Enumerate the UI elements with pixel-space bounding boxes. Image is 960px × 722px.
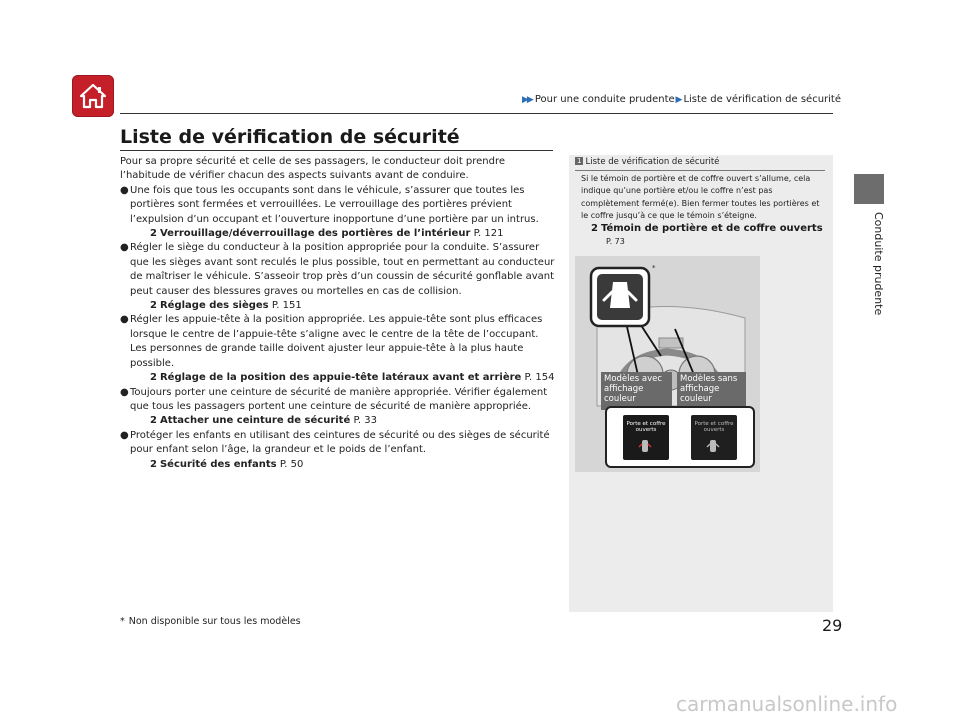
page-title: Liste de vérification de sécurité [120, 126, 460, 148]
home-button[interactable] [72, 75, 114, 117]
page-number: 29 [822, 616, 843, 635]
indicator-panel [605, 406, 755, 468]
list-item: ● Une fois que tous les occupants sont dans le véhicule, s’assurer que toutes les portières sont fermées et verrouillées. Le verrouillage des portières prévient l’expulsion d’un occupant et l’ouverture inopportune d’une portière par un intrus. [120, 184, 539, 225]
breadcrumb-item-1[interactable]: Pour une conduite prudente [534, 94, 675, 105]
bullet-icon: ● [120, 386, 129, 398]
cross-reference[interactable]: 2 Sécurité des enfants P. 50 [150, 458, 304, 470]
bullet-icon: ● [120, 314, 129, 326]
header-divider [120, 113, 833, 114]
note-flag: 1 [577, 157, 582, 165]
reference-arrow-icon: 2 [150, 300, 157, 312]
list-item: ● Régler les appuie-tête à la position appropriée. Les appuie-tête sont plus efficaces lorsque le centre de l’appuie-tête s’aligne avec le centre de la tête de l’occupant. Les personnes de grande taille doivent ajuster leur appuie-tête à la plus haute possible. [120, 314, 543, 369]
intro-text: Pour sa propre sécurité et celle de ses passagers, le conducteur doit prendre l’habitude de vérifier chacun des aspects suivants avant de conduire. [120, 156, 506, 182]
no-color-display-label: Modèles sans affichage couleur [677, 372, 746, 410]
list-item: ● Protéger les enfants en utilisant des ceintures de sécurité ou des sièges de sécurité pour enfant selon l’âge, la grandeur et le poids de l’enfant. [120, 429, 550, 456]
note-divider [575, 170, 825, 171]
breadcrumb-arrow-icon: ▶ [674, 95, 681, 105]
breadcrumb-arrow-icon: ▶▶ [522, 95, 532, 105]
note-text: Si le témoin de portière et de coffre ouvert s’allume, cela indique qu’une portière et/ou le coffre n’est pas complètement fermé(e). Bien fermer toutes les portières et le coffre jusqu’à ce que le témoin s’éteigne. [581, 174, 820, 220]
car-door-open-icon [638, 439, 652, 453]
color-display-label: Modèles avec affichage couleur [601, 372, 672, 410]
cross-reference[interactable]: 2 Réglage de la position des appuie-tête latéraux avant et arrière P. 154 [150, 372, 555, 384]
cross-reference[interactable]: 2 Attacher une ceinture de sécurité P. 33 [150, 415, 377, 427]
section-tab-label: Conduite prudente [872, 212, 885, 316]
reference-arrow-icon: 2 [150, 415, 157, 427]
bullet-icon: ● [120, 429, 129, 441]
car-door-open-icon [706, 439, 720, 453]
footnote: * Non disponible sur tous les modèles [120, 616, 301, 627]
figure-asterisk: * [652, 264, 656, 272]
dashboard-figure [575, 256, 760, 472]
cross-reference[interactable]: 2 Verrouillage/déverrouillage des portières de l’intérieur P. 121 [150, 228, 504, 240]
list-item: ● Toujours porter une ceinture de sécurité de manière appropriée. Vérifier également que tous les passagers portent une ceinture de sécurité de manière appropriée. [120, 386, 548, 412]
reference-arrow-icon: 2 [150, 458, 157, 470]
bullet-icon: ● [120, 242, 129, 254]
breadcrumb-item-2[interactable]: Liste de vérification de sécurité [683, 94, 842, 105]
watermark: carmanualsonline.info [676, 692, 898, 716]
color-indicator: Porte et coffre ouverts [623, 415, 669, 460]
list-item: ● Régler le siège du conducteur à la position appropriée pour la conduite. S’assurer que les sièges avant sont reculés le plus possible, tout en permettant au conducteur de maîtriser le véhicule. S’asseoir trop près d’un coussin de sécurité gonflable avant peut causer des blessures graves ou mortelles en cas de collision. [120, 242, 555, 297]
sidebar-cross-reference[interactable]: 2 Témoin de portière et de coffre ouverts [591, 223, 823, 234]
breadcrumb [522, 94, 841, 105]
checklist [120, 155, 557, 472]
title-divider [120, 150, 553, 151]
sidebar-ref-page: P. 73 [606, 237, 625, 246]
reference-arrow-icon: 2 [150, 372, 157, 384]
home-icon [78, 82, 108, 110]
monochrome-indicator: Porte et coffre ouverts [691, 415, 737, 460]
note-heading: 1 Liste de vérification de sécurité [577, 157, 720, 167]
section-tab[interactable] [854, 174, 884, 204]
reference-arrow-icon: 2 [591, 223, 598, 234]
cross-reference[interactable]: 2 Réglage des sièges P. 151 [150, 300, 302, 312]
bullet-icon: ● [120, 184, 129, 196]
reference-arrow-icon: 2 [150, 228, 157, 240]
